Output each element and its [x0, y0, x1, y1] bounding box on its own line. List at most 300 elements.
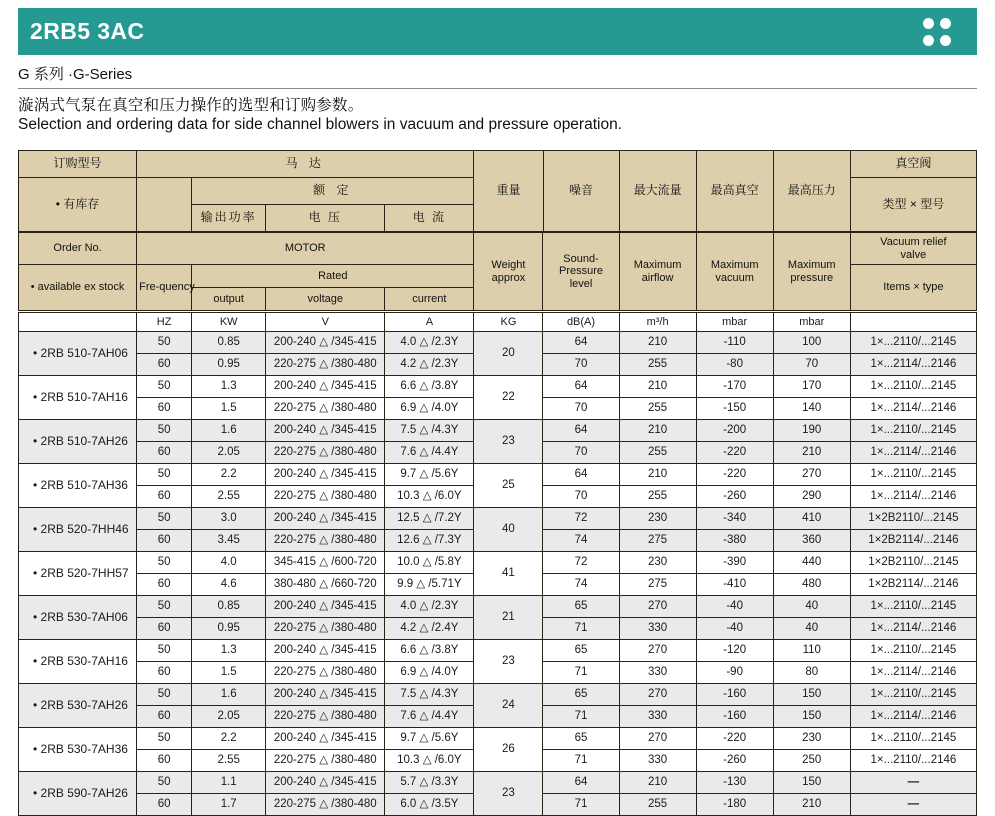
- header-valve-en: [850, 233, 976, 265]
- header-weight-en: [474, 233, 543, 311]
- cell-output: 2.55: [192, 750, 266, 772]
- cell-pressure: 410: [773, 508, 850, 530]
- cell-valve: 1×...2110/...2145: [850, 332, 976, 354]
- cell-current: 9.7 △ /5.6Y: [385, 464, 474, 486]
- header-airflow-line2: airflow: [641, 271, 674, 284]
- cell-current: 4.0 △ /2.3Y: [385, 596, 474, 618]
- table-row: [19, 640, 977, 662]
- model-order-no[interactable]: • 2RB 530-7AH16: [19, 640, 137, 684]
- cell-pressure: 290: [773, 486, 850, 508]
- header-pressure-cn: 最高压力: [773, 151, 850, 232]
- cell-airflow: 275: [619, 574, 696, 596]
- cell-current: 6.6 △ /3.8Y: [385, 640, 474, 662]
- unit-output: KW: [192, 313, 266, 332]
- cell-freq: 50: [137, 728, 192, 750]
- header-motor-cn: 马 达: [137, 151, 474, 178]
- cell-freq: 60: [137, 618, 192, 640]
- cell-sound: 71: [543, 794, 619, 816]
- header-sound-cn: 噪音: [543, 151, 619, 232]
- header-voltage-en: voltage: [266, 288, 385, 311]
- cell-sound: 70: [543, 486, 619, 508]
- cell-current: 6.9 △ /4.0Y: [385, 662, 474, 684]
- header-rated-cn: 额 定: [192, 178, 474, 205]
- cell-sound: 70: [543, 354, 619, 376]
- cell-valve: 1×...2110/...2145: [850, 596, 976, 618]
- cell-sound: 64: [543, 332, 619, 354]
- cell-airflow: 275: [619, 530, 696, 552]
- cell-valve: 1×...2110/...2146: [850, 750, 976, 772]
- dot-icon: [940, 35, 951, 46]
- cell-current: 10.3 △ /6.0Y: [385, 486, 474, 508]
- cell-voltage: 220-275 △ /380-480: [266, 354, 385, 376]
- cell-output: 1.7: [192, 794, 266, 816]
- cell-weight: 26: [474, 728, 543, 772]
- cell-airflow: 330: [619, 706, 696, 728]
- header-order-no-en: Order No.: [19, 233, 137, 265]
- table-row: [19, 508, 977, 530]
- cell-output: 2.2: [192, 728, 266, 750]
- cell-vacuum: -220: [696, 442, 773, 464]
- cell-freq: 60: [137, 662, 192, 684]
- cell-freq: 60: [137, 398, 192, 420]
- cell-vacuum: -170: [696, 376, 773, 398]
- cell-freq: 50: [137, 596, 192, 618]
- cell-freq: 50: [137, 420, 192, 442]
- cell-sound: 72: [543, 552, 619, 574]
- cell-freq: 50: [137, 684, 192, 706]
- cell-airflow: 270: [619, 728, 696, 750]
- cell-airflow: 210: [619, 464, 696, 486]
- cell-voltage: 200-240 △ /345-415: [266, 728, 385, 750]
- cell-freq: 60: [137, 706, 192, 728]
- dot-icon: [940, 18, 951, 29]
- cell-output: 4.6: [192, 574, 266, 596]
- cell-sound: 71: [543, 750, 619, 772]
- header-pressure-en: [773, 233, 850, 311]
- cell-freq: 60: [137, 354, 192, 376]
- cell-airflow: 210: [619, 772, 696, 794]
- cell-valve: —: [850, 772, 976, 794]
- cell-sound: 71: [543, 706, 619, 728]
- cell-voltage: 200-240 △ /345-415: [266, 508, 385, 530]
- header-pressure-line2: pressure: [790, 271, 834, 284]
- cell-sound: 65: [543, 596, 619, 618]
- units-row-group: [19, 313, 977, 332]
- table-row: [19, 684, 977, 706]
- header-valve-cn: 真空阀: [850, 151, 976, 178]
- cell-airflow: 270: [619, 684, 696, 706]
- header-valve-line1: Vacuum relief: [880, 235, 947, 248]
- cell-voltage: 200-240 △ /345-415: [266, 420, 385, 442]
- table-row: [19, 728, 977, 750]
- cell-vacuum: -130: [696, 772, 773, 794]
- header-output-cn: 输出功率: [192, 205, 266, 232]
- cell-voltage: 220-275 △ /380-480: [266, 662, 385, 684]
- cell-output: 1.3: [192, 640, 266, 662]
- cell-pressure: 150: [773, 706, 850, 728]
- table-row: [19, 772, 977, 794]
- header-row: [19, 151, 977, 178]
- model-order-no[interactable]: • 2RB 530-7AH36: [19, 728, 137, 772]
- header-output-en: output: [192, 288, 266, 311]
- cell-weight: 22: [474, 376, 543, 420]
- header-voltage-cn: 电 压: [266, 205, 385, 232]
- unit-voltage: V: [266, 313, 385, 332]
- cell-airflow: 210: [619, 420, 696, 442]
- cell-sound: 71: [543, 662, 619, 684]
- header-rated-en: Rated: [192, 265, 474, 288]
- cell-pressure: 100: [773, 332, 850, 354]
- table-row: [19, 420, 977, 442]
- cell-vacuum: -380: [696, 530, 773, 552]
- cell-output: 2.55: [192, 486, 266, 508]
- cell-output: 1.3: [192, 376, 266, 398]
- cell-output: 2.05: [192, 706, 266, 728]
- cell-output: 4.0: [192, 552, 266, 574]
- cell-current: 10.3 △ /6.0Y: [385, 750, 474, 772]
- unit-pressure: mbar: [773, 313, 850, 332]
- cell-pressure: 440: [773, 552, 850, 574]
- cell-airflow: 270: [619, 596, 696, 618]
- cell-airflow: 330: [619, 662, 696, 684]
- cell-valve: 1×...2114/...2146: [850, 354, 976, 376]
- cell-output: 0.85: [192, 596, 266, 618]
- cell-airflow: 230: [619, 508, 696, 530]
- cell-freq: 60: [137, 574, 192, 596]
- cell-output: 3.0: [192, 508, 266, 530]
- cell-output: 2.05: [192, 442, 266, 464]
- header-airflow-line1: Maximum: [633, 258, 682, 271]
- cell-weight: 41: [474, 552, 543, 596]
- cell-valve: 1×...2110/...2145: [850, 640, 976, 662]
- cell-current: 9.9 △ /5.71Y: [385, 574, 474, 596]
- cell-valve: 1×...2110/...2145: [850, 420, 976, 442]
- cell-valve: 1×...2110/...2145: [850, 728, 976, 750]
- cell-current: 12.5 △ /7.2Y: [385, 508, 474, 530]
- cell-airflow: 210: [619, 332, 696, 354]
- header-valve-sub-en: Items × type: [850, 265, 976, 311]
- cell-pressure: 230: [773, 728, 850, 750]
- cell-current: 7.6 △ /4.4Y: [385, 706, 474, 728]
- model-order-no[interactable]: • 2RB 510-7AH26: [19, 420, 137, 464]
- cell-voltage: 200-240 △ /345-415: [266, 376, 385, 398]
- cell-sound: 72: [543, 508, 619, 530]
- model-order-no[interactable]: • 2RB 530-7AH06: [19, 596, 137, 640]
- cell-vacuum: -220: [696, 464, 773, 486]
- cell-voltage: 220-275 △ /380-480: [266, 530, 385, 552]
- description-english: Selection and ordering data for side channel blowers in vacuum and pressure operation.: [18, 116, 623, 133]
- cell-voltage: 220-275 △ /380-480: [266, 706, 385, 728]
- cell-output: 1.1: [192, 772, 266, 794]
- cell-output: 0.95: [192, 354, 266, 376]
- header-valve-line2: valve: [900, 248, 927, 261]
- cell-vacuum: -410: [696, 574, 773, 596]
- cell-valve: 1×...2114/...2146: [850, 706, 976, 728]
- cell-valve: —: [850, 794, 976, 816]
- header-current-cn: 电 流: [385, 205, 474, 232]
- cell-pressure: 80: [773, 662, 850, 684]
- unit-vacuum: mbar: [696, 313, 773, 332]
- cell-voltage: 220-275 △ /380-480: [266, 750, 385, 772]
- cell-vacuum: -200: [696, 420, 773, 442]
- cell-vacuum: -260: [696, 486, 773, 508]
- cell-voltage: 200-240 △ /345-415: [266, 464, 385, 486]
- cell-weight: 23: [474, 420, 543, 464]
- model-order-no[interactable]: • 2RB 510-7AH16: [19, 376, 137, 420]
- cell-freq: 50: [137, 332, 192, 354]
- header-vacuum-en: [696, 233, 773, 311]
- data-table: [18, 312, 977, 816]
- cell-valve: 1×...2114/...2146: [850, 662, 976, 684]
- description-chinese: 漩涡式气泵在真空和压力操作的选型和订购参数。: [18, 97, 364, 114]
- cell-freq: 50: [137, 464, 192, 486]
- cell-voltage: 220-275 △ /380-480: [266, 442, 385, 464]
- model-order-no[interactable]: • 2RB 590-7AH26: [19, 772, 137, 816]
- cell-vacuum: -110: [696, 332, 773, 354]
- cell-voltage: 200-240 △ /345-415: [266, 684, 385, 706]
- cell-airflow: 270: [619, 640, 696, 662]
- cell-current: 12.6 △ /7.3Y: [385, 530, 474, 552]
- cell-vacuum: -160: [696, 706, 773, 728]
- unit-sound: dB(A): [543, 313, 619, 332]
- cell-current: 7.6 △ /4.4Y: [385, 442, 474, 464]
- cell-sound: 70: [543, 398, 619, 420]
- cell-valve: 1×...2114/...2146: [850, 442, 976, 464]
- cell-vacuum: -120: [696, 640, 773, 662]
- cell-sound: 64: [543, 772, 619, 794]
- cell-vacuum: -80: [696, 354, 773, 376]
- cell-weight: 23: [474, 640, 543, 684]
- unit-order-no: [19, 313, 137, 332]
- cell-vacuum: -220: [696, 728, 773, 750]
- cell-valve: 1×...2110/...2145: [850, 464, 976, 486]
- header-available-cn: • 有库存: [19, 178, 137, 232]
- cell-freq: 50: [137, 772, 192, 794]
- cell-weight: 40: [474, 508, 543, 552]
- cell-pressure: 270: [773, 464, 850, 486]
- cell-sound: 74: [543, 574, 619, 596]
- model-order-no[interactable]: • 2RB 520-7HH57: [19, 552, 137, 596]
- header-sound-line1: Sound-: [563, 252, 599, 265]
- dot-icon: [923, 35, 934, 46]
- unit-frequency: HZ: [137, 313, 192, 332]
- cell-freq: 60: [137, 530, 192, 552]
- cell-voltage: 200-240 △ /345-415: [266, 596, 385, 618]
- header-table-english: [18, 232, 977, 311]
- cell-pressure: 480: [773, 574, 850, 596]
- cell-pressure: 170: [773, 376, 850, 398]
- cell-airflow: 210: [619, 376, 696, 398]
- header-weight-line2: approx: [491, 271, 526, 284]
- header-sound-line3: level: [569, 277, 593, 290]
- cell-airflow: 255: [619, 354, 696, 376]
- header-valve-sub-cn: 类型 × 型号: [850, 178, 976, 232]
- cell-current: 10.0 △ /5.8Y: [385, 552, 474, 574]
- cell-freq: 50: [137, 640, 192, 662]
- header-table-chinese: [18, 150, 977, 232]
- cell-airflow: 230: [619, 552, 696, 574]
- cell-valve: 1×...2110/...2145: [850, 684, 976, 706]
- header-vacuum-line2: vacuum: [715, 271, 754, 284]
- unit-weight: KG: [474, 313, 543, 332]
- cell-voltage: 220-275 △ /380-480: [266, 398, 385, 420]
- cell-sound: 65: [543, 684, 619, 706]
- header-airflow-en: [619, 233, 696, 311]
- model-order-no[interactable]: • 2RB 520-7HH46: [19, 508, 137, 552]
- cell-airflow: 255: [619, 398, 696, 420]
- header-row: [19, 233, 977, 265]
- cell-pressure: 250: [773, 750, 850, 772]
- cell-airflow: 255: [619, 794, 696, 816]
- header-sound-en: [543, 233, 619, 311]
- cell-valve: 1×2B2114/...2146: [850, 530, 976, 552]
- cell-valve: 1×...2114/...2146: [850, 486, 976, 508]
- cell-weight: 21: [474, 596, 543, 640]
- cell-valve: 1×...2110/...2145: [850, 376, 976, 398]
- cell-valve: 1×2B2110/...2145: [850, 552, 976, 574]
- model-order-no[interactable]: • 2RB 530-7AH26: [19, 684, 137, 728]
- cell-vacuum: -160: [696, 684, 773, 706]
- header-order-no-cn: 订购型号: [19, 151, 137, 178]
- header-sound-line2: Pressure: [558, 265, 604, 278]
- cell-valve: 1×2B2110/...2145: [850, 508, 976, 530]
- cell-sound: 65: [543, 728, 619, 750]
- cell-pressure: 140: [773, 398, 850, 420]
- cell-current: 6.6 △ /3.8Y: [385, 376, 474, 398]
- cell-current: 4.2 △ /2.3Y: [385, 354, 474, 376]
- cell-pressure: 190: [773, 420, 850, 442]
- header-frequency-en: Fre-quency: [137, 265, 192, 311]
- header-available-en: • available ex stock: [19, 265, 137, 311]
- cell-current: 7.5 △ /4.3Y: [385, 684, 474, 706]
- cell-voltage: 345-415 △ /600-720: [266, 552, 385, 574]
- unit-airflow: m³/h: [619, 313, 696, 332]
- series-label: G 系列 ·G-Series: [18, 66, 133, 83]
- cell-pressure: 150: [773, 684, 850, 706]
- cell-valve: 1×2B2114/...2146: [850, 574, 976, 596]
- header-weight-line1: Weight: [491, 258, 526, 271]
- cell-airflow: 330: [619, 750, 696, 772]
- unit-current: A: [385, 313, 474, 332]
- cell-voltage: 200-240 △ /345-415: [266, 640, 385, 662]
- header-pressure-line1: Maximum: [787, 258, 836, 271]
- model-order-no[interactable]: • 2RB 510-7AH06: [19, 332, 137, 376]
- cell-sound: 65: [543, 640, 619, 662]
- cell-vacuum: -340: [696, 508, 773, 530]
- cell-weight: 25: [474, 464, 543, 508]
- cell-valve: 1×...2114/...2146: [850, 398, 976, 420]
- cell-sound: 64: [543, 376, 619, 398]
- cell-pressure: 70: [773, 354, 850, 376]
- page-title: 2RB5 3AC: [30, 18, 145, 44]
- cell-sound: 71: [543, 618, 619, 640]
- cell-valve: 1×...2114/...2146: [850, 618, 976, 640]
- cell-vacuum: -390: [696, 552, 773, 574]
- cell-vacuum: -150: [696, 398, 773, 420]
- cell-voltage: 220-275 △ /380-480: [266, 618, 385, 640]
- cell-current: 9.7 △ /5.6Y: [385, 728, 474, 750]
- cell-current: 5.7 △ /3.3Y: [385, 772, 474, 794]
- cell-output: 1.6: [192, 684, 266, 706]
- cell-current: 4.2 △ /2.4Y: [385, 618, 474, 640]
- cell-vacuum: -40: [696, 618, 773, 640]
- header-frequency-cn: [137, 178, 192, 232]
- cell-freq: 50: [137, 508, 192, 530]
- cell-vacuum: -260: [696, 750, 773, 772]
- four-dot-grid-icon: [923, 18, 977, 46]
- cell-voltage: 380-480 △ /660-720: [266, 574, 385, 596]
- cell-output: 0.85: [192, 332, 266, 354]
- cell-output: 0.95: [192, 618, 266, 640]
- cell-airflow: 255: [619, 486, 696, 508]
- cell-voltage: 200-240 △ /345-415: [266, 772, 385, 794]
- cell-airflow: 330: [619, 618, 696, 640]
- cell-freq: 60: [137, 442, 192, 464]
- table-row: [19, 552, 977, 574]
- cell-airflow: 255: [619, 442, 696, 464]
- cell-output: 1.5: [192, 662, 266, 684]
- cell-weight: 23: [474, 772, 543, 816]
- header-current-en: current: [385, 288, 474, 311]
- cell-output: 1.5: [192, 398, 266, 420]
- cell-freq: 60: [137, 794, 192, 816]
- cell-voltage: 200-240 △ /345-415: [266, 332, 385, 354]
- header-vacuum-cn: 最高真空: [696, 151, 773, 232]
- cell-pressure: 360: [773, 530, 850, 552]
- cell-sound: 64: [543, 464, 619, 486]
- model-order-no[interactable]: • 2RB 510-7AH36: [19, 464, 137, 508]
- cell-pressure: 40: [773, 596, 850, 618]
- table-row: [19, 376, 977, 398]
- cell-current: 4.0 △ /2.3Y: [385, 332, 474, 354]
- cell-vacuum: -180: [696, 794, 773, 816]
- cell-vacuum: -90: [696, 662, 773, 684]
- table-row: [19, 596, 977, 618]
- cell-pressure: 210: [773, 794, 850, 816]
- dot-icon: [923, 18, 934, 29]
- cell-sound: 64: [543, 420, 619, 442]
- cell-sound: 74: [543, 530, 619, 552]
- horizontal-divider: [18, 88, 977, 89]
- cell-freq: 60: [137, 750, 192, 772]
- cell-pressure: 40: [773, 618, 850, 640]
- cell-pressure: 150: [773, 772, 850, 794]
- cell-freq: 50: [137, 552, 192, 574]
- header-vacuum-line1: Maximum: [710, 258, 759, 271]
- cell-vacuum: -40: [696, 596, 773, 618]
- cell-output: 1.6: [192, 420, 266, 442]
- unit-valve: [850, 313, 976, 332]
- cell-weight: 24: [474, 684, 543, 728]
- header-motor-en: MOTOR: [137, 233, 474, 265]
- page-banner: [18, 8, 977, 55]
- table-row: [19, 464, 977, 486]
- cell-weight: 20: [474, 332, 543, 376]
- cell-current: 7.5 △ /4.3Y: [385, 420, 474, 442]
- header-weight-cn: 重量: [474, 151, 543, 232]
- cell-output: 2.2: [192, 464, 266, 486]
- header-airflow-cn: 最大流量: [619, 151, 696, 232]
- cell-current: 6.9 △ /4.0Y: [385, 398, 474, 420]
- cell-freq: 60: [137, 486, 192, 508]
- cell-current: 6.0 △ /3.5Y: [385, 794, 474, 816]
- cell-voltage: 220-275 △ /380-480: [266, 794, 385, 816]
- table-row: [19, 332, 977, 354]
- data-row-group: [19, 332, 977, 816]
- units-row: [19, 313, 977, 332]
- cell-pressure: 210: [773, 442, 850, 464]
- cell-sound: 70: [543, 442, 619, 464]
